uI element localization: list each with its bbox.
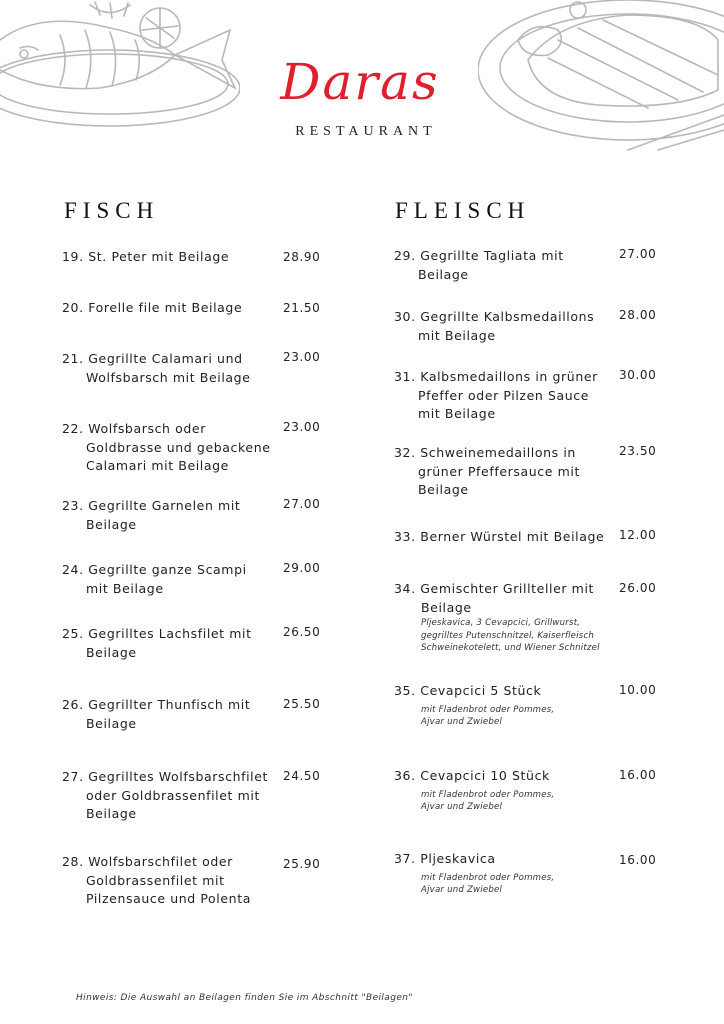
menu-item-price: 12.00 (619, 528, 657, 542)
menu-item: 34. Gemischter Grillteller mit Beilage Pljeskavica, 3 Cevapcici, Grillwurst, gegrilltes Putenschnitzel, Kaiserfleisch Schweinekotelett, und Wiener Schnitzel (394, 580, 606, 655)
menu-item-price: 29.00 (283, 561, 321, 575)
fish-plate-illustration (0, 0, 240, 130)
menu-item-price: 16.00 (619, 853, 657, 867)
menu-item: 37. Pljeskavica mit Fladenbrot oder Pommes, Ajvar und Zwiebel (394, 850, 606, 897)
menu-item-note: Schweinekotelett, und Wiener Schnitzel (421, 643, 600, 653)
menu-item: 22. Wolfsbarsch oder Goldbrasse und gebackene Calamari mit Beilage (62, 421, 271, 473)
menu-item: 23. Gegrillte Garnelen mit Beilage (62, 498, 241, 532)
menu-item-note: Ajvar und Zwiebel (421, 802, 503, 812)
menu-item-price: 10.00 (619, 683, 657, 697)
menu-item-note: Pljeskavica, 3 Cevapcici, Grillwurst, (421, 618, 581, 628)
menu-item: 19. St. Peter mit Beilage (62, 249, 230, 264)
menu-item-price: 21.50 (283, 301, 321, 315)
menu-item: 36. Cevapcici 10 Stück mit Fladenbrot oder Pommes, Ajvar und Zwiebel (394, 767, 606, 814)
menu-item-note: Ajvar und Zwiebel (421, 885, 503, 895)
menu-item-price: 24.50 (283, 769, 321, 783)
menu-item-note: mit Fladenbrot oder Pommes, (421, 704, 555, 715)
menu-item: 31. Kalbsmedaillons in grüner Pfeffer oder Pilzen Sauce mit Beilage (394, 369, 598, 421)
menu-item: 35. Cevapcici 5 Stück mit Fladenbrot oder Pommes, Ajvar und Zwiebel (394, 682, 606, 729)
menu-item-price: 23.00 (283, 350, 321, 364)
menu-item-note: mit Fladenbrot oder Pommes, (421, 789, 555, 800)
menu-item-price: 25.90 (283, 857, 321, 871)
menu-item-price: 23.00 (283, 420, 321, 434)
menu-item-price: 27.00 (619, 247, 657, 261)
restaurant-subtitle: RESTAURANT (295, 124, 437, 139)
menu-item-note: mit Fladenbrot oder Pommes, (421, 872, 555, 883)
menu-item: 26. Gegrillter Thunfisch mit Beilage (62, 697, 251, 731)
menu-item-price: 26.00 (619, 581, 657, 595)
menu-item: 27. Gegrilltes Wolfsbarschfilet oder Goldbrassenfilet mit Beilage (62, 769, 269, 821)
section-title-fleisch: FLEISCH (395, 198, 531, 223)
menu-item-price: 16.00 (619, 768, 657, 782)
menu-item: 25. Gegrilltes Lachsfilet mit Beilage (62, 626, 252, 660)
menu-item-price: 28.90 (283, 250, 321, 264)
menu-item: 29. Gegrillte Tagliata mit Beilage (394, 248, 564, 282)
menu-item: 24. Gegrillte ganze Scampi mit Beilage (62, 562, 247, 596)
section-title-fisch: FISCH (64, 198, 160, 223)
menu-item: 20. Forelle file mit Beilage (62, 300, 243, 315)
menu-item-note: gegrilltes Putenschnitzel, Kaiserfleisch (421, 630, 595, 641)
restaurant-logo: Daras (280, 53, 440, 111)
menu-item: 32. Schweinemedaillons in grüner Pfeffersauce mit Beilage (394, 445, 580, 497)
steak-plate-illustration (478, 0, 724, 160)
menu-item: 33. Berner Würstel mit Beilage (394, 529, 605, 544)
menu-item-price: 25.50 (283, 697, 321, 711)
menu-item-price: 23.50 (619, 444, 657, 458)
menu-item: 21. Gegrillte Calamari und Wolfsbarsch mit Beilage (62, 351, 251, 385)
menu-item: 28. Wolfsbarschfilet oder Goldbrassenfilet mit Pilzensauce und Polenta (62, 854, 251, 906)
footer-note: Hinweis: Die Auswahl an Beilagen finden Sie im Abschnitt "Beilagen" (76, 993, 413, 1003)
menu-item-price: 26.50 (283, 625, 321, 639)
menu-item-price: 28.00 (619, 308, 657, 322)
menu-item: 30. Gegrillte Kalbsmedaillons mit Beilage (394, 309, 595, 343)
menu-item-price: 27.00 (283, 497, 321, 511)
menu-item-note: Ajvar und Zwiebel (421, 717, 503, 727)
menu-item-price: 30.00 (619, 368, 657, 382)
